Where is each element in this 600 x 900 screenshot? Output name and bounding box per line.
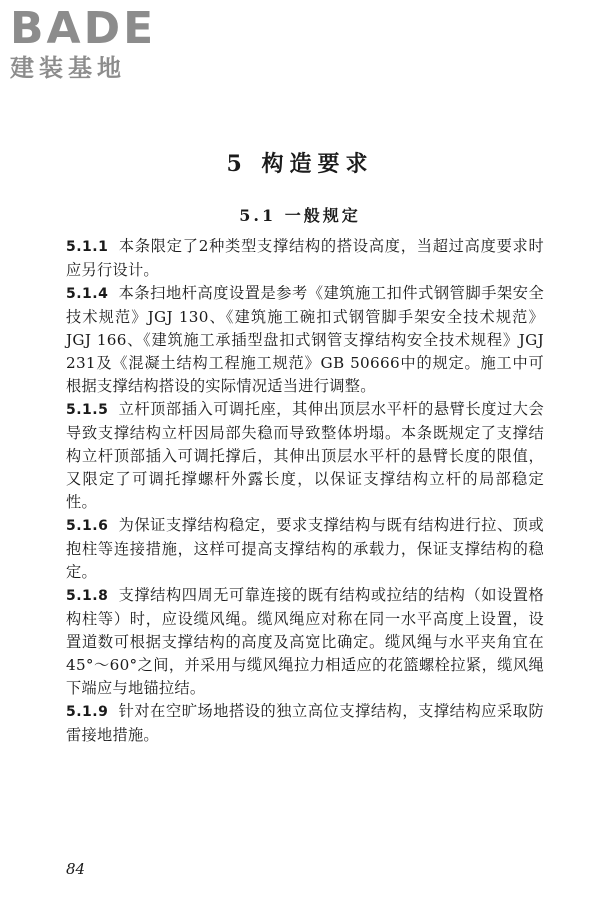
clause-5-1-5 (66, 398, 544, 514)
section-title: 5.1 一般规定 (239, 206, 361, 225)
clause-number: 5.1.9 (66, 704, 109, 720)
clause-5-1-9 (66, 700, 544, 747)
clause-text: 本条限定了2种类型支撑结构的搭设高度，当超过高度要求时应另行设计。 (66, 237, 544, 279)
clause-5-1-6 (66, 514, 544, 584)
chapter-title: 5 构造要求 (226, 151, 374, 177)
clause-list (66, 235, 544, 747)
clause-number: 5.1.6 (66, 518, 109, 534)
clause-number: 5.1.4 (66, 286, 109, 302)
clause-5-1-4 (66, 282, 544, 398)
clause-text: 支撑结构四周无可靠连接的既有结构或拉结的结构（如设置格构柱等）时，应设缆风绳。缆风绳应对称在同一水平高度上设置，设置道数可根据支撑结构的高度及高宽比确定。缆风绳与水平夹角宜在45°～60°之间，并采用与缆风绳拉力相适应的花篮螺栓拉紧，缆风绳下端应与地锚拉结。 (66, 586, 544, 697)
clause-number: 5.1.1 (66, 239, 109, 255)
brand-logo (10, 3, 180, 88)
clause-5-1-8 (66, 584, 544, 700)
clause-number: 5.1.5 (66, 402, 109, 418)
clause-5-1-1 (66, 235, 544, 282)
clause-number: 5.1.8 (66, 588, 109, 604)
logo-subtitle: 建装基地 (10, 54, 126, 82)
clause-text: 本条扫地杆高度设置是参考《建筑施工扣件式钢管脚手架安全技术规范》JGJ 130、《建筑施工碗扣式钢管脚手架安全技术规范》JGJ 166、《建筑施工承插型盘扣式钢管支撑结构安全技术规程》JGJ 231及《混凝土结构工程施工规范》GB 50666中的规定。施工中可根据支撑结构搭设的实际情况适当进行调整。 (66, 284, 544, 395)
clause-text: 立杆顶部插入可调托座，其伸出顶层水平杆的悬臂长度过大会导致支撑结构立杆因局部失稳而导致整体坍塌。本条既规定了支撑结构立杆顶部插入可调托撑后，其伸出顶层水平杆的悬臂长度的限值，又限定了可调托撑螺杆外露长度，以保证支撑结构立杆的局部稳定性。 (66, 400, 544, 511)
logo-mark: BADE (10, 3, 157, 54)
clause-text: 为保证支撑结构稳定，要求支撑结构与既有结构进行拉、顶或抱柱等连接措施，这样可提高支撑结构的承载力，保证支撑结构的稳定。 (66, 516, 544, 581)
page-number: 84 (66, 860, 86, 878)
clause-text: 针对在空旷场地搭设的独立高位支撑结构，支撑结构应采取防雷接地措施。 (66, 702, 544, 744)
